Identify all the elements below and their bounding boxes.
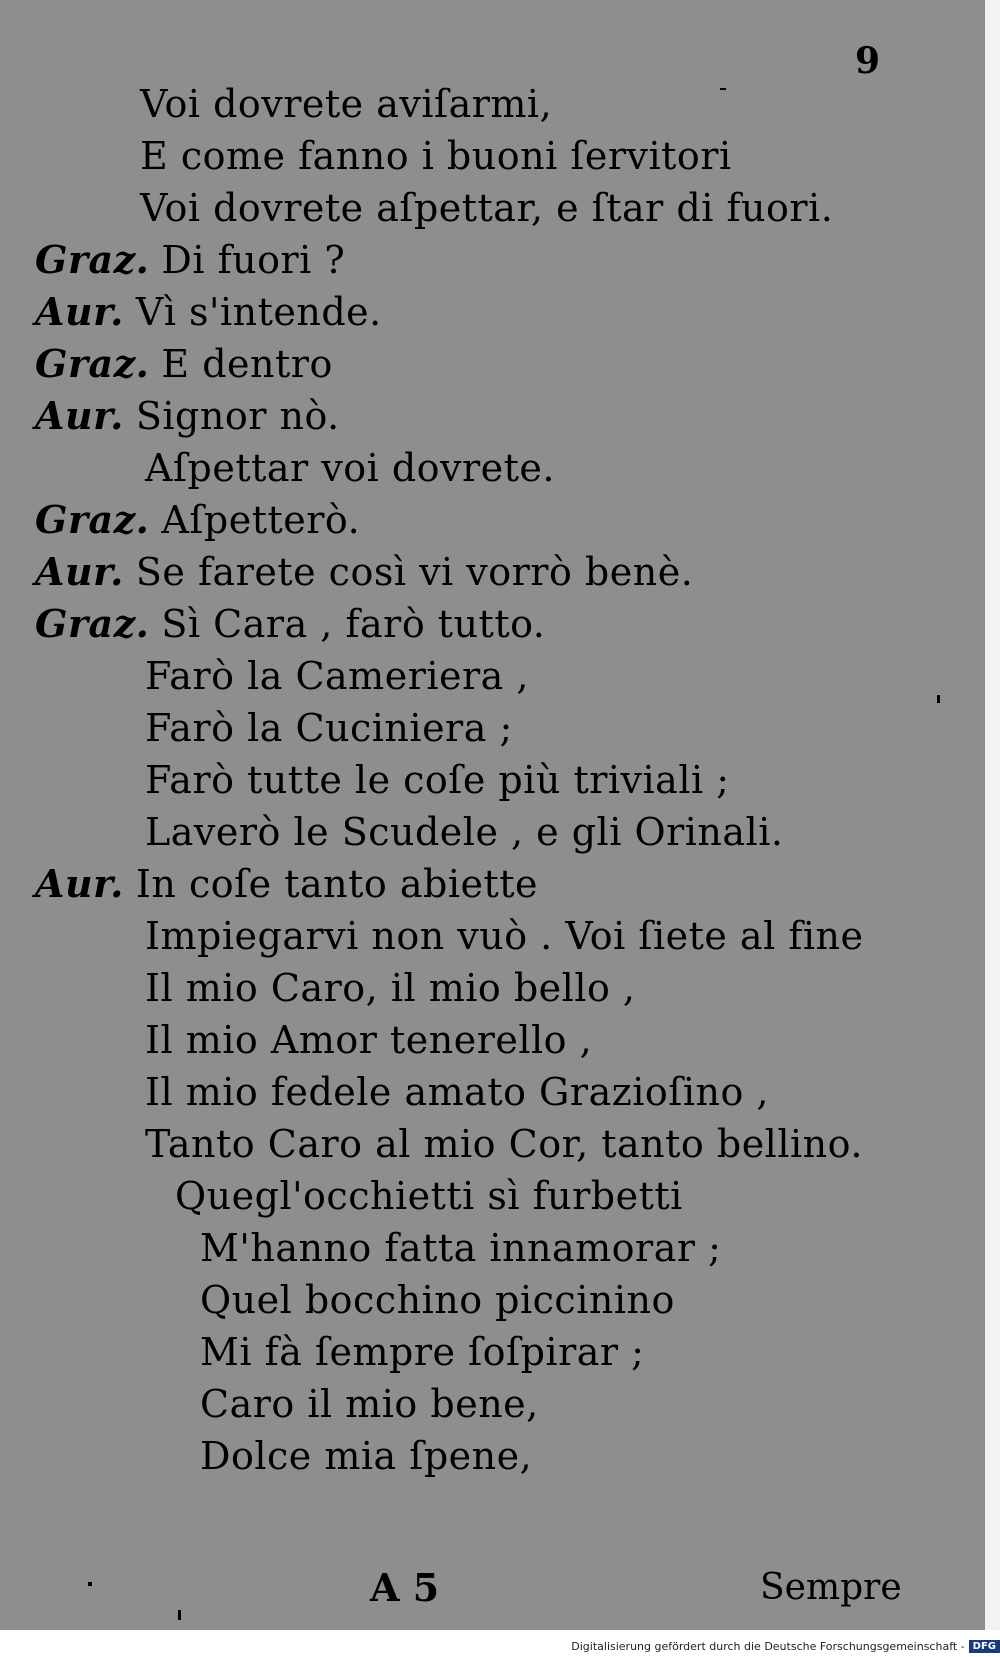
text-line xyxy=(35,390,340,442)
line-text: Mi fà ſempre ſoſpirar ; xyxy=(200,1330,645,1374)
line-text: Laverò le Scudele , e gli Orinali. xyxy=(145,810,784,854)
line-text: E dentro xyxy=(161,342,333,386)
line-text: Il mio fedele amato Grazioſino , xyxy=(145,1070,769,1114)
line-text: Farò la Cameriera , xyxy=(145,654,529,698)
line-text: Caro il mio bene, xyxy=(200,1382,539,1426)
text-line xyxy=(200,1326,644,1378)
text-line xyxy=(145,962,636,1014)
page-edge xyxy=(985,0,1000,1630)
line-text: Di fuori ? xyxy=(161,238,346,282)
line-text: Farò tutte le coſe più triviali ; xyxy=(145,758,730,802)
text-line xyxy=(145,1066,769,1118)
line-text: Farò la Cuciniera ; xyxy=(145,706,513,750)
line-text: Il mio Amor tenerello , xyxy=(145,1018,593,1062)
text-line xyxy=(35,598,545,650)
speaker-label: Graz. xyxy=(35,237,150,282)
line-text: Impiegarvi non vuò . Voi ſiete al fine xyxy=(145,914,864,958)
text-line xyxy=(145,1014,592,1066)
speaker-label: Aur. xyxy=(35,549,124,594)
line-text: Voi dovrete aviſarmi, xyxy=(140,82,553,126)
text-line xyxy=(35,338,333,390)
text-line xyxy=(175,1170,683,1222)
text-line xyxy=(140,130,732,182)
line-text: M'hanno fatta innamorar ; xyxy=(200,1226,722,1270)
text-line xyxy=(200,1222,721,1274)
line-text: Quel bocchino piccinino xyxy=(200,1278,675,1322)
text-line xyxy=(200,1378,539,1430)
line-text: Aſpettar voi dovrete. xyxy=(145,446,556,490)
speaker-label: Graz. xyxy=(35,497,150,542)
line-text: In coſe tanto abiette xyxy=(135,862,539,906)
speaker-label: Aur. xyxy=(35,393,124,438)
text-line xyxy=(35,234,345,286)
line-text: Se farete così vi vorrò benè. xyxy=(135,550,694,594)
page-number: 9 xyxy=(855,40,881,82)
speaker-label: Graz. xyxy=(35,601,150,646)
dfg-logo: DFG xyxy=(969,1640,1000,1653)
speaker-label: Graz. xyxy=(35,341,150,386)
text-line xyxy=(35,858,538,910)
text-line xyxy=(140,78,552,130)
text-line xyxy=(145,702,513,754)
text-line xyxy=(200,1274,675,1326)
line-text: Signor nò. xyxy=(135,394,340,438)
scan-speck xyxy=(88,1582,92,1586)
line-text: Aſpetterò. xyxy=(161,498,361,542)
text-line xyxy=(35,546,693,598)
text-line xyxy=(200,1430,532,1482)
text-line xyxy=(140,182,833,234)
scan-speck xyxy=(937,695,940,703)
speaker-label: Aur. xyxy=(35,861,124,906)
line-text: Vì s'intende. xyxy=(135,290,382,334)
line-text: Dolce mia ſpene, xyxy=(200,1434,533,1478)
catchword: Sempre xyxy=(760,1567,902,1608)
text-line xyxy=(145,442,555,494)
text-line xyxy=(145,650,529,702)
text-line xyxy=(145,1118,863,1170)
line-text: Tanto Caro al mio Cor, tanto bellino. xyxy=(145,1122,863,1166)
scan-speck xyxy=(178,1610,181,1620)
credit-text: Digitalisierung gefördert durch die Deutsche Forschungsgemeinschaft - xyxy=(571,1639,965,1653)
digitization-credit xyxy=(500,1635,1000,1657)
signature-mark: A 5 xyxy=(370,1565,440,1610)
speaker-label: Aur. xyxy=(35,289,124,334)
text-line xyxy=(145,754,730,806)
text-line xyxy=(35,494,360,546)
line-text: Quegl'occhietti sì furbetti xyxy=(175,1174,683,1218)
line-text: Sì Cara , farò tutto. xyxy=(161,602,546,646)
line-text: E come fanno i buoni ſervitori xyxy=(140,134,732,178)
text-line xyxy=(145,806,783,858)
line-text: Il mio Caro, il mio bello , xyxy=(145,966,636,1010)
text-line xyxy=(145,910,864,962)
line-text: Voi dovrete aſpettar, e ſtar di fuori. xyxy=(140,186,834,230)
text-line xyxy=(35,286,382,338)
scan-speck xyxy=(720,88,726,90)
